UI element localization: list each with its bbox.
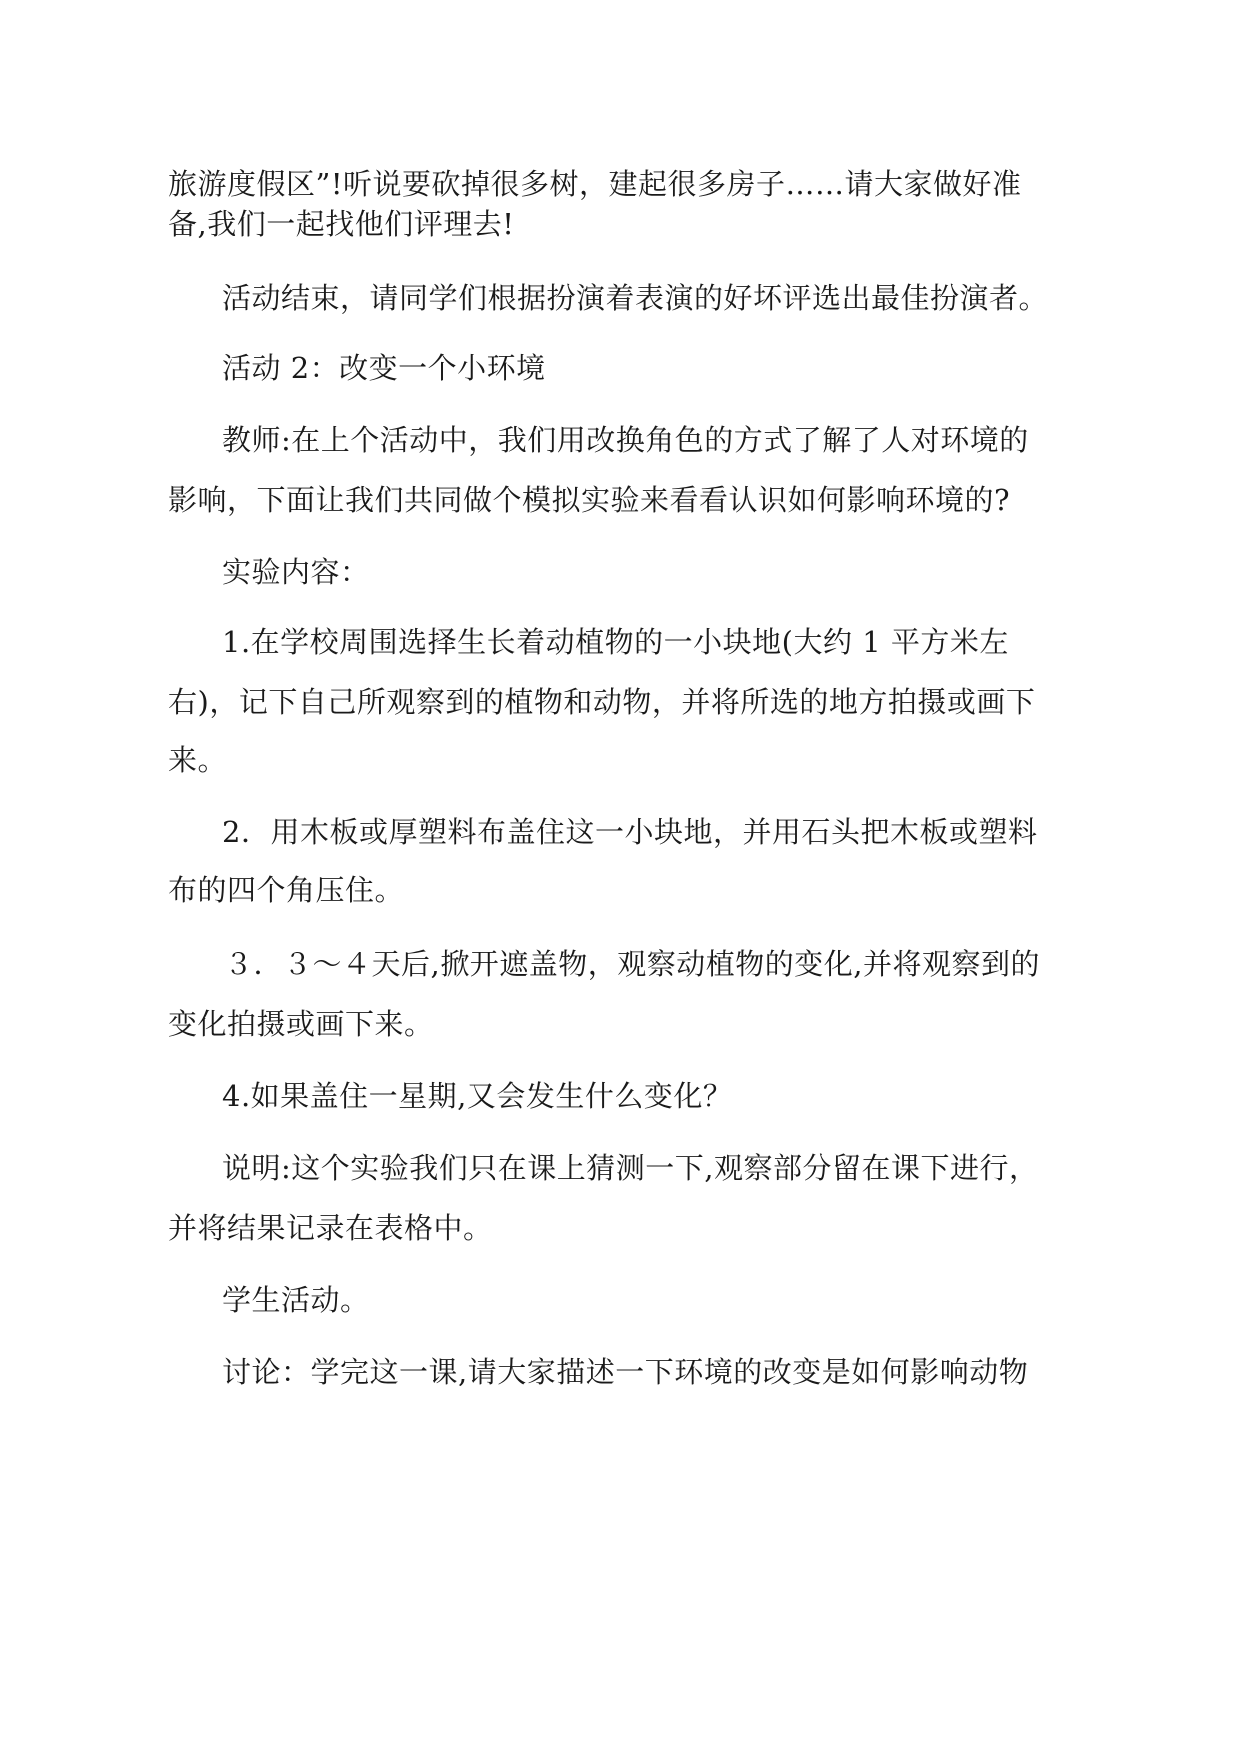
- paragraph-line: 学生活动。: [222, 1283, 370, 1317]
- paragraph-line: 教师:在上个活动中，我们用改换角色的方式了解了人对环境的: [222, 423, 1029, 457]
- list-item-line: 右)，记下自己所观察到的植物和动物，并将所选的地方拍摄或画下: [168, 685, 1036, 719]
- section-heading: 活动 2：改变一个小环境: [222, 351, 546, 385]
- paragraph-line: 备,我们一起找他们评理去!: [168, 207, 515, 241]
- list-item-line: 布的四个角压住。: [168, 873, 405, 907]
- paragraph-line: 并将结果记录在表格中。: [168, 1211, 493, 1245]
- paragraph-line: 说明:这个实验我们只在课上猜测一下,观察部分留在课下进行，: [222, 1151, 1039, 1185]
- list-item-line: 2．用木板或厚塑料布盖住这一小块地，并用石头把木板或塑料: [222, 815, 1038, 849]
- list-item-line: 来。: [168, 743, 228, 777]
- paragraph-line: 实验内容：: [222, 555, 370, 589]
- list-item-line: 4.如果盖住一星期,又会发生什么变化？: [222, 1079, 733, 1113]
- list-item-line: 1.在学校周围选择生长着动植物的一小块地(大约 1 平方米左: [222, 625, 1009, 659]
- list-item-line: 变化拍摄或画下来。: [168, 1007, 434, 1041]
- paragraph-line: 影响，下面让我们共同做个模拟实验来看看认识如何影响环境的?: [168, 483, 1011, 517]
- paragraph-line: 活动结束，请同学们根据扮演着表演的好坏评选出最佳扮演者。: [222, 281, 1049, 315]
- paragraph-line: 旅游度假区”!听说要砍掉很多树，建起很多房子……请大家做好准: [168, 167, 1022, 201]
- list-item-line: ３．３～４天后,掀开遮盖物，观察动植物的变化,并将观察到的: [224, 947, 1040, 981]
- paragraph-line: 讨论：学完这一课,请大家描述一下环境的改变是如何影响动物: [222, 1355, 1029, 1389]
